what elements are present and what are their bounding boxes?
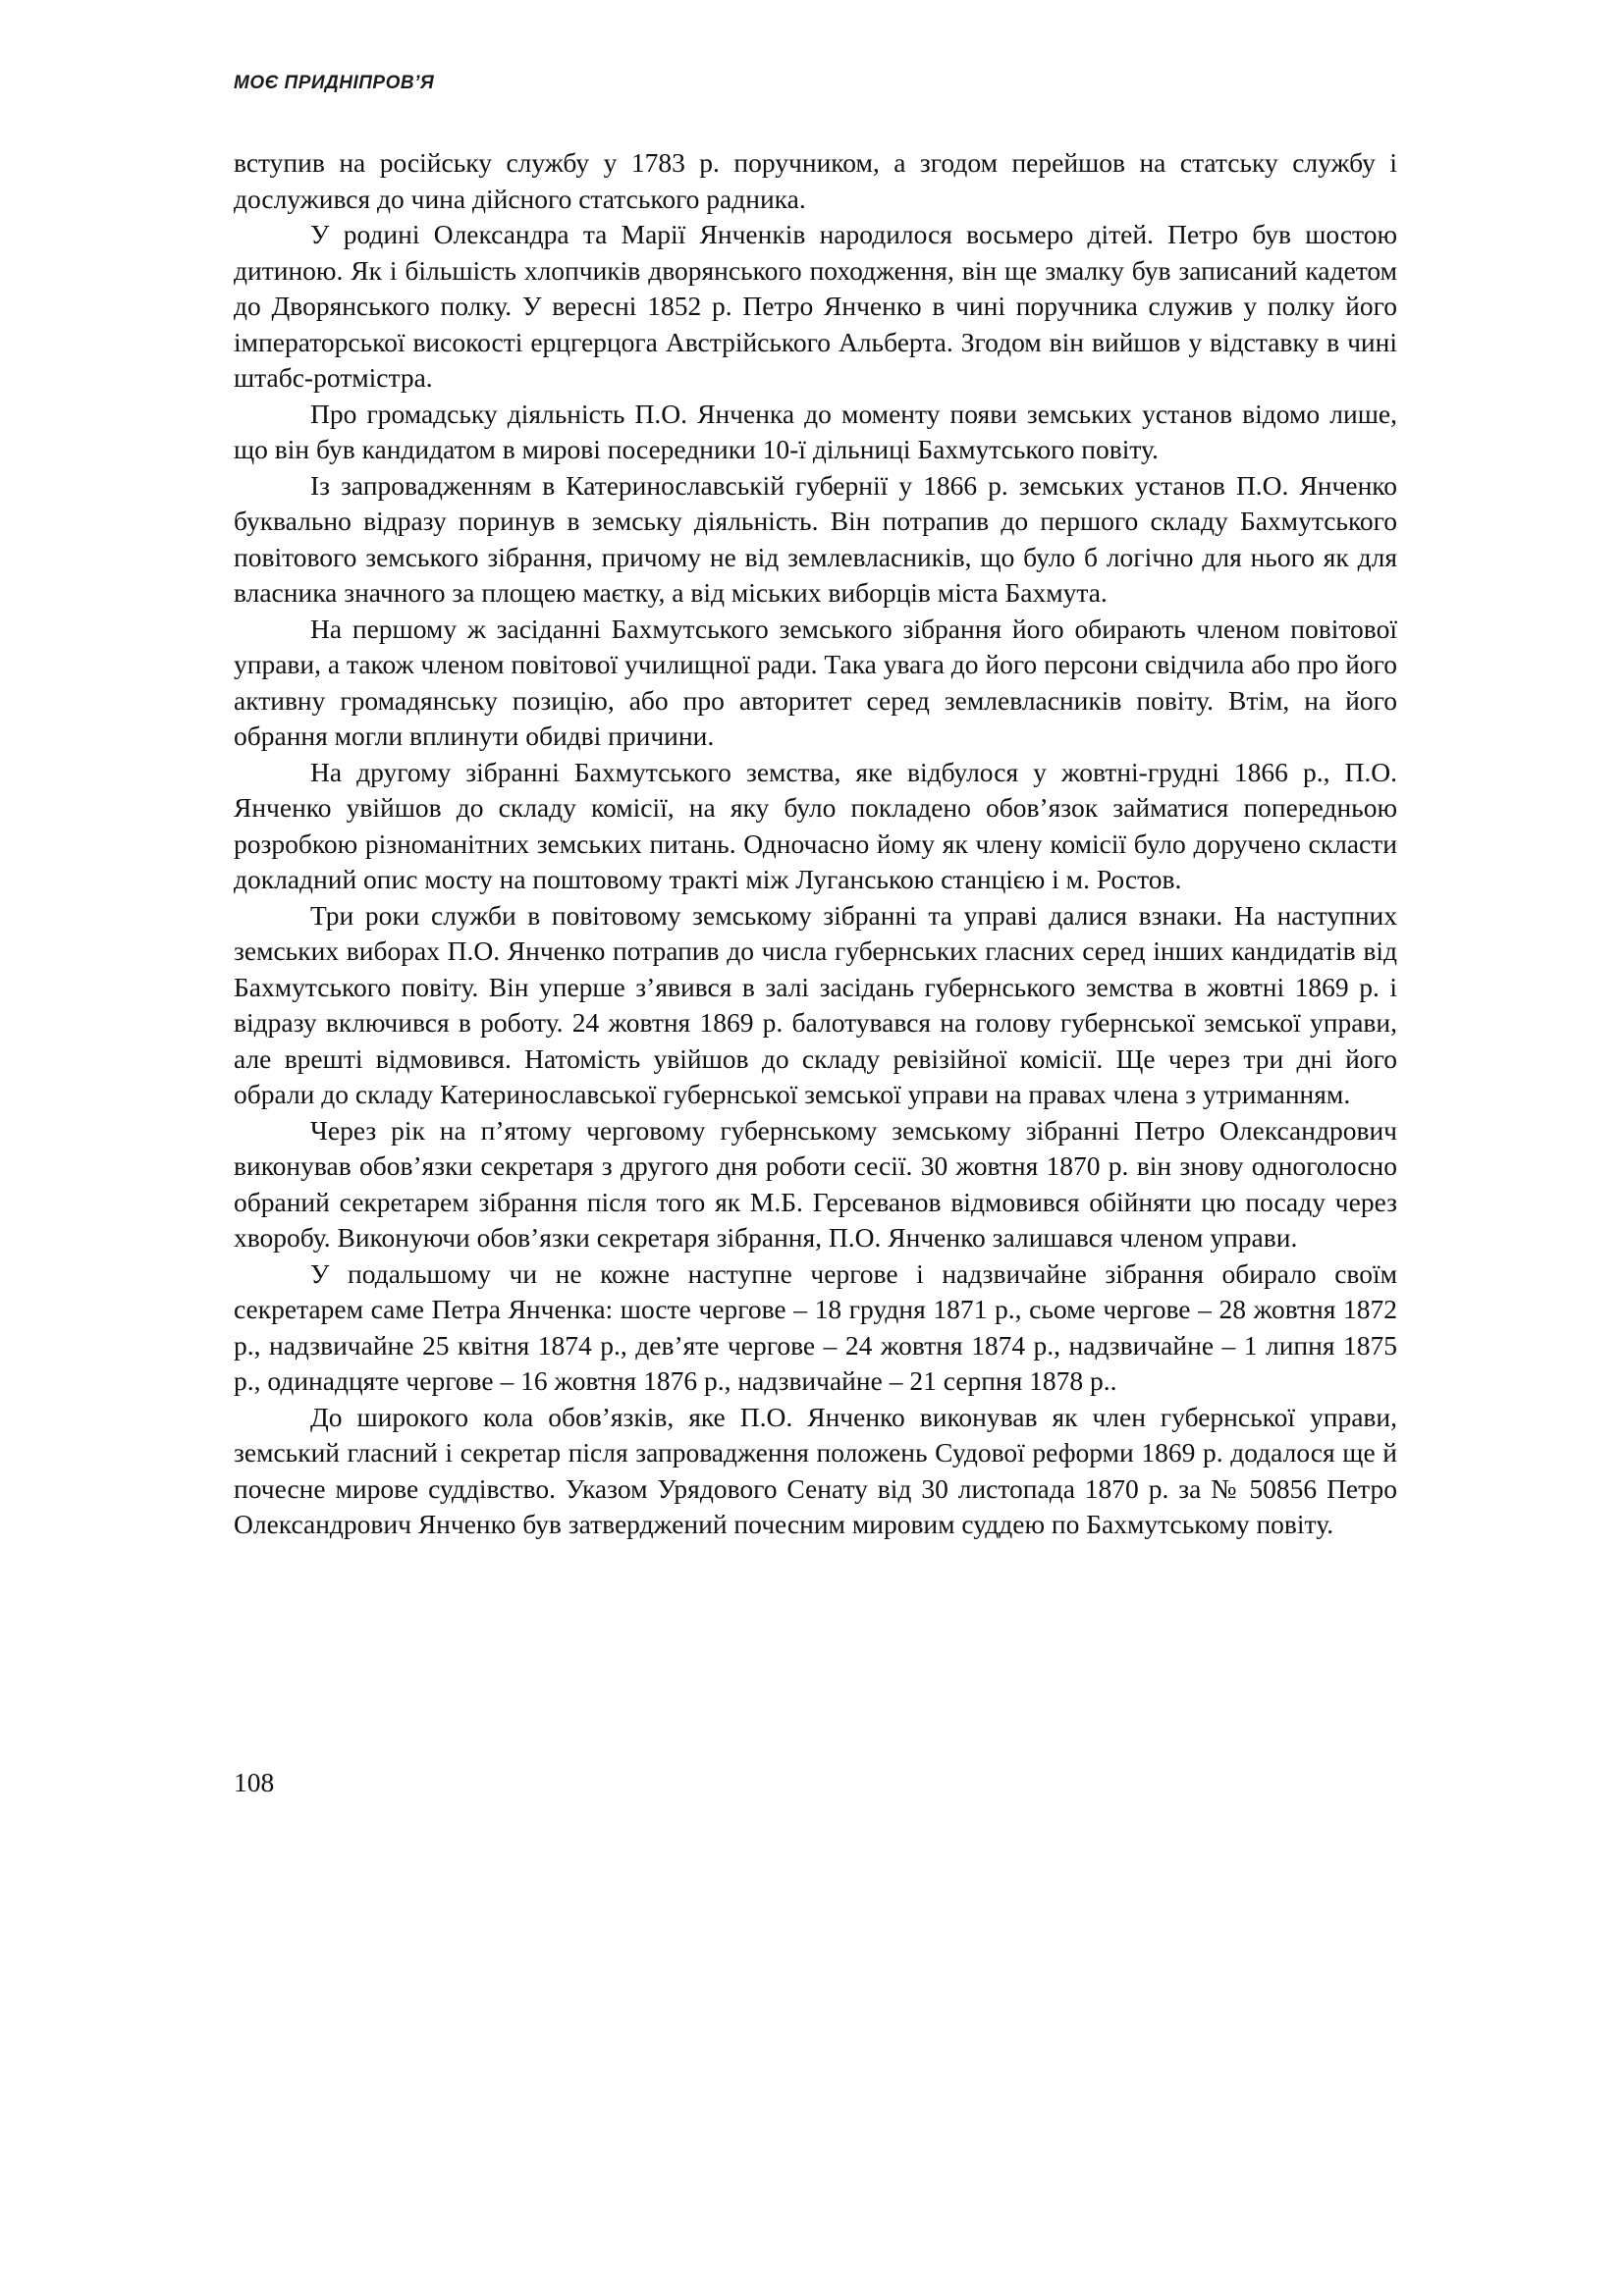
page-number: 108 <box>234 1767 275 1797</box>
paragraph: До широкого кола обов’язків, яке П.О. Янченко виконував як член губернської управи, земський гласний і секретар після запровадження положень Судової реформи 1869 р. додалося ще й почесне мирове суддівство. Указом Урядового Сенату від 30 листопада 1870 р. за № 50856 Петро Олександрович Янченко був затверджений почесним мировим суддею по Бахмутському повіту. <box>234 1401 1397 1539</box>
paragraph: У родині Олександра та Марії Янченків народилося восьмеро дітей. Петро був шостою дитиною. Як і більшість хлопчиків дворянського походження, він ще змалку був записаний кадетом до Дворянського полку. У вересні 1852 р. Петро Янченко в чині поручника служив у полку його імператорської високості ерцгерцога Австрійського Альберта. Згодом він вийшов у відставку в чині штабс-ротмістра. <box>234 219 1397 393</box>
paragraph: Через рік на п’ятому черговому губернському земському зібранні Петро Олександрович виконував обов’язки секретаря з другого дня роботи сесії. 30 жовтня 1870 р. він знову одноголосно обраний секретарем зібрання після того як М.Б. Герсеванов відмовився обійняти цю посаду через хворобу. Виконуючи обов’язки секретаря зібрання, П.О. Янченко залишався членом управи. <box>234 1114 1397 1253</box>
paragraph: вступив на російську службу у 1783 р. поручником, а згодом перейшов на статську службу і дослужився до чина дійсного статського радника. <box>234 147 1397 214</box>
paragraph: На першому ж засіданні Бахмутського земського зібрання його обирають членом повітової управи, а також членом повітової училищної ради. Така увага до його персони свідчила або про його активну громадянську позицію, або про авторитет серед землевласників повіту. Втім, на його обрання могли вплинути обидві причини. <box>234 613 1397 751</box>
paragraph: Три роки служби в повітовому земському зібранні та управі далися взнаки. На наступних земських виборах П.О. Янченко потрапив до числа губернських гласних серед інших кандидатів від Бахмутського повіту. Він уперше з’явився в залі засідань губернського земства в жовтні 1869 р. і відразу включився в роботу. 24 жовтня 1869 р. балотувався на голову губернської земської управи, але врешті відмовився. Натомість увійшов до складу ревізійної комісії. Ще через три дні його обрали до складу Катеринославської губернської земської управи на правах члена з утриманням. <box>234 899 1397 1109</box>
paragraph: Із запровадженням в Катеринославській губернії у 1866 р. земських установ П.О. Янченко буквально відразу поринув в земську діяльність. Він потрапив до першого складу Бахмутського повітового земського зібрання, причому не від землевласників, що було б логічно для нього як для власника значного за площею маєтку, а від міських виборців міста Бахмута. <box>234 469 1397 608</box>
paragraph: У подальшому чи не кожне наступне чергове і надзвичайне зібрання обирало своїм секретарем саме Петра Янченка: шосте чергове – 18 грудня 1871 р., сьоме чергове – 28 жовтня 1872 р., надзвичайне 25 квітня 1874 р., дев’яте чергове – 24 жовтня 1874 р., надзвичайне – 1 липня 1875 р., одинадцяте чергове – 16 жовтня 1876 р., надзвичайне – 21 серпня 1878 р.. <box>234 1257 1397 1396</box>
paragraph: Про громадську діяльність П.О. Янченка до моменту появи земських установ відомо лише, що він був кандидатом в мирові посередники 10-ї дільниці Бахмутського повіту. <box>234 398 1397 464</box>
paragraph: На другому зібранні Бахмутського земства, яке відбулося у жовтні-грудні 1866 р., П.О. Янченко увійшов до складу комісії, на яку було покладено обов’язок займатися попередньою розробкою різноманітних земських питань. Одночасно йому як члену комісії було доручено скласти докладний опис мосту на поштовому тракті між Луганською станцією і м. Ростов. <box>234 756 1397 894</box>
body-text <box>234 145 1397 1543</box>
running-header: МОЄ ПРИДНІПРОВ’Я <box>234 73 435 93</box>
